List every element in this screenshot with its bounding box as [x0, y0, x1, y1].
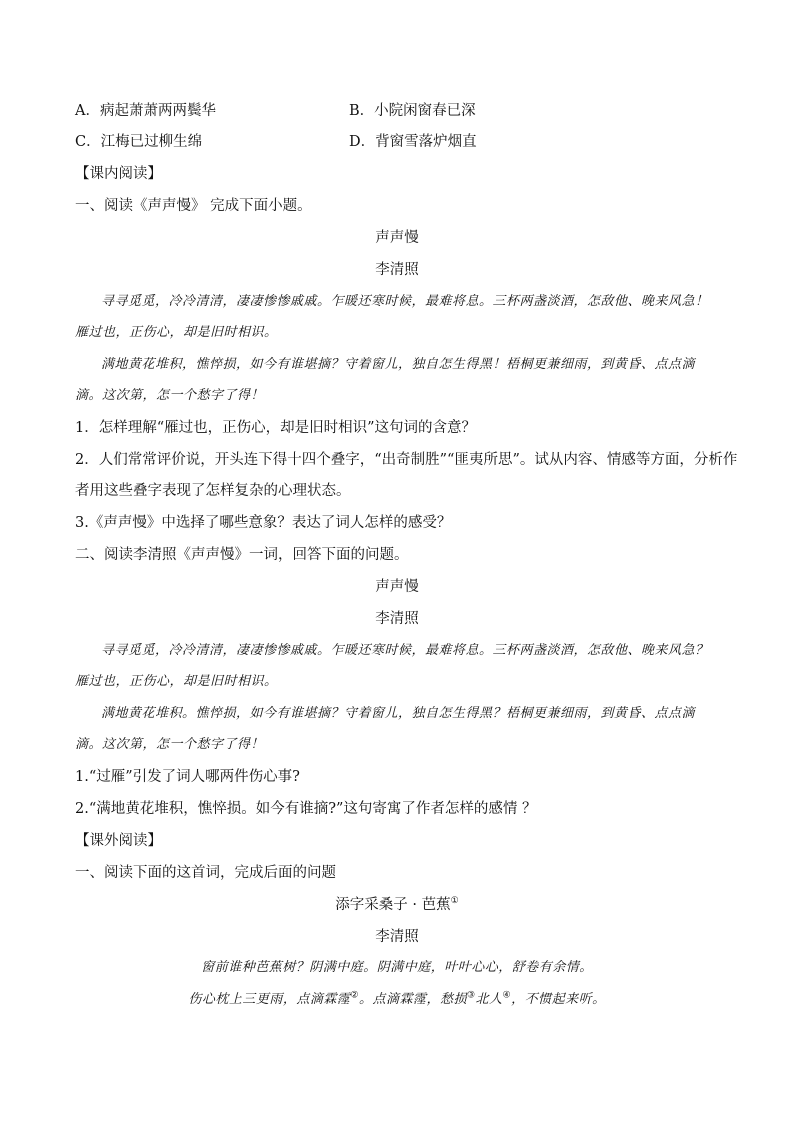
- poem3-line2-part4: ，不惯起来听。: [511, 992, 606, 1007]
- poem3-line2: [0, 990, 794, 1010]
- footnote-marker: ②: [350, 990, 359, 1001]
- poem2-author: 李清照: [375, 611, 419, 627]
- question2-sub2: 2.“满地黄花堆积，憔悴损。如今有谁摘?”这句寄寓了作者怎样的感情 ？: [75, 801, 537, 817]
- option-b: B．小院闲窗春已深: [349, 103, 476, 119]
- question1-sub3: 3.《声声慢》中选择了哪些意象？表达了词人怎样的感受？: [75, 515, 452, 531]
- poem1-title: 声声慢: [375, 230, 419, 246]
- poem1-para2-line2: 滴。这次第，怎一个愁字了得！: [75, 388, 265, 403]
- poem1-para1-line2: 雁过也，正伤心，却是旧时相识。: [75, 325, 278, 340]
- poem2-para1-line2: 雁过也，正伤心，却是旧时相识。: [75, 674, 278, 689]
- question3-heading: 一、阅读下面的这首词，完成后面的问题: [75, 865, 336, 881]
- poem1-para2-line1: 满地黄花堆积，憔悴损，如今有谁堪摘？守着窗儿，独自怎生得黑！梧桐更兼细雨，到黄昏、点点滴: [101, 357, 696, 372]
- question1-sub2-line1: 2．人们常常评价说，开头连下得十四个叠字，“出奇制胜”“匪夷所思”。试从内容、情感等方面，分析作: [75, 452, 738, 468]
- footnote-marker: ④: [502, 990, 512, 1001]
- poem1-author: 李清照: [375, 262, 419, 278]
- question1-heading: 一、阅读《声声慢》 完成下面小题。: [75, 198, 312, 214]
- poem3-line2-part3: 北人: [475, 992, 503, 1007]
- question1-sub2-line2: 者用这些叠字表现了怎样复杂的心理状态。: [75, 483, 351, 499]
- poem2-title: 声声慢: [375, 579, 419, 595]
- poem2-para2-line2: 滴。这次第，怎一个愁字了得！: [75, 737, 265, 752]
- poem3-author: 李清照: [375, 929, 419, 945]
- poem3-line1: 窗前谁种芭蕉树？阴满中庭。阴满中庭，叶叶心心，舒卷有余情。: [201, 960, 593, 975]
- footnote-marker: ①: [450, 896, 459, 907]
- section-extracurricular-reading: 【课外阅读】: [75, 833, 162, 849]
- poem2-para1-line1: 寻寻觅觅，冷冷清清，凄凄惨惨戚戚。乍暖还寒时候，最难将息。三杯两盏淡酒，怎敌他、晚来风急？: [101, 643, 709, 658]
- poem2-para2-line1: 满地黄花堆积。憔悴损，如今有谁堪摘？守着窗儿，独自怎生得黑？梧桐更兼细雨，到黄昏、点点滴: [101, 706, 696, 721]
- question2-sub1: 1.“过雁”引发了词人哪两件伤心事?: [75, 769, 300, 785]
- section-in-class-reading: 【课内阅读】: [75, 166, 162, 182]
- poem3-title: [0, 895, 794, 915]
- poem3-line2-part1: 伤心枕上三更雨，点滴霖霪: [188, 992, 351, 1007]
- poem3-title-text: 添字采桑子 · 芭蕉: [335, 897, 451, 913]
- question1-sub1: 1．怎样理解“雁过也，正伤心，却是旧时相识”这句词的含意？: [75, 420, 477, 436]
- poem1-para1-line1: 寻寻觅觅，冷冷清清，凄凄惨惨戚戚。乍暖还寒时候，最难将息。三杯两盏淡酒，怎敌他、晚来风急！: [101, 294, 709, 309]
- option-a: A．病起萧萧两两鬓华: [75, 103, 216, 119]
- footnote-marker: ③: [466, 990, 476, 1001]
- question2-heading: 二、阅读李清照《声声慢》一词，回答下面的问题。: [75, 547, 409, 563]
- poem3-line2-part2: 。点滴霖霪，愁损: [358, 992, 467, 1007]
- option-c: C．江梅已过柳生绵: [75, 134, 203, 150]
- option-d: D．背窗雪落炉烟直: [349, 134, 477, 150]
